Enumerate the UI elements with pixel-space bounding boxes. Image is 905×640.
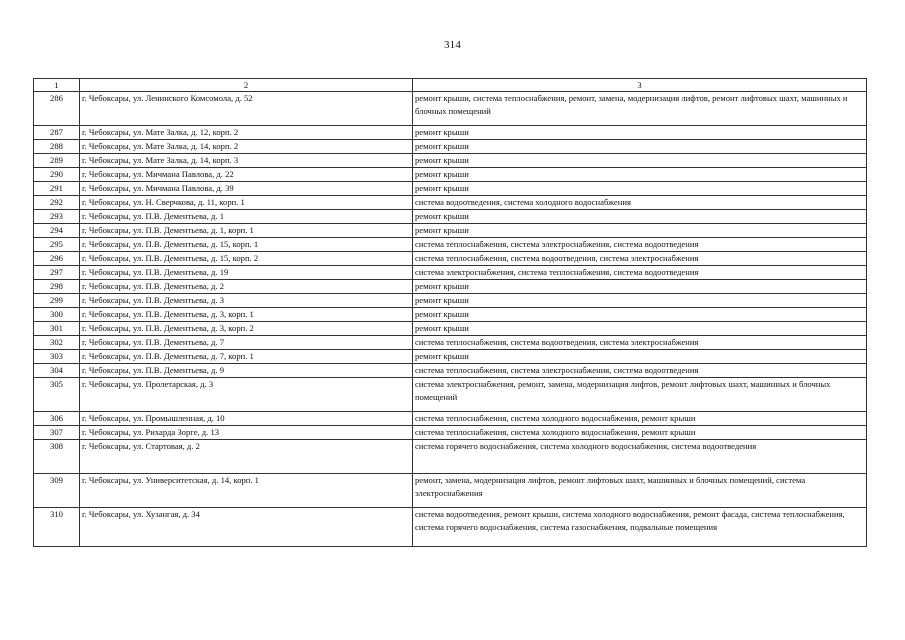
row-number: 303 bbox=[34, 350, 80, 364]
row-address: г. Чебоксары, ул. П.В. Дементьева, д. 7, корп. 1 bbox=[80, 350, 413, 364]
row-number: 297 bbox=[34, 266, 80, 280]
table-row bbox=[34, 294, 867, 308]
row-address: г. Чебоксары, ул. Промышленная, д. 10 bbox=[80, 412, 413, 426]
row-works: ремонт крыши bbox=[413, 294, 867, 308]
row-works: система теплоснабжения, система водоотведения, система электроснабжения bbox=[413, 336, 867, 350]
row-address: г. Чебоксары, ул. Мате Залка, д. 14, корп. 3 bbox=[80, 154, 413, 168]
row-works: система теплоснабжения, система электроснабжения, система водоотведения bbox=[413, 364, 867, 378]
row-address: г. Чебоксары, ул. Хузангая, д. 34 bbox=[80, 508, 413, 547]
row-number: 294 bbox=[34, 224, 80, 238]
row-number: 308 bbox=[34, 440, 80, 474]
table-row bbox=[34, 196, 867, 210]
table-row bbox=[34, 280, 867, 294]
table-body bbox=[34, 92, 867, 547]
row-number: 299 bbox=[34, 294, 80, 308]
column-header-works: 3 bbox=[413, 79, 867, 92]
table-header-row bbox=[34, 79, 867, 92]
row-works: система электроснабжения, система теплоснабжения, система водоотведения bbox=[413, 266, 867, 280]
table-row bbox=[34, 210, 867, 224]
row-address: г. Чебоксары, ул. Мате Залка, д. 14, корп. 2 bbox=[80, 140, 413, 154]
table-row bbox=[34, 92, 867, 126]
row-address: г. Чебоксары, ул. Стартовая, д. 2 bbox=[80, 440, 413, 474]
row-works: ремонт крыши bbox=[413, 210, 867, 224]
row-works: ремонт крыши bbox=[413, 182, 867, 196]
row-number: 291 bbox=[34, 182, 80, 196]
row-address: г. Чебоксары, ул. Рихарда Зорге, д. 13 bbox=[80, 426, 413, 440]
row-number: 307 bbox=[34, 426, 80, 440]
table-row bbox=[34, 224, 867, 238]
row-number: 305 bbox=[34, 378, 80, 412]
table-row bbox=[34, 350, 867, 364]
table-row bbox=[34, 474, 867, 508]
row-address: г. Чебоксары, ул. Пролетарская, д. 3 bbox=[80, 378, 413, 412]
row-works: система теплоснабжения, система холодного водоснабжения, ремонт крыши bbox=[413, 426, 867, 440]
table-row bbox=[34, 508, 867, 547]
row-address: г. Чебоксары, ул. П.В. Дементьева, д. 3 bbox=[80, 294, 413, 308]
row-number: 287 bbox=[34, 126, 80, 140]
row-number: 293 bbox=[34, 210, 80, 224]
row-address: г. Чебоксары, ул. П.В. Дементьева, д. 2 bbox=[80, 280, 413, 294]
table-row bbox=[34, 266, 867, 280]
table-row bbox=[34, 252, 867, 266]
row-address: г. Чебоксары, ул. Мичмана Павлова, д. 39 bbox=[80, 182, 413, 196]
table-row bbox=[34, 378, 867, 412]
row-address: г. Чебоксары, ул. Мате Залка, д. 12, корп. 2 bbox=[80, 126, 413, 140]
row-number: 290 bbox=[34, 168, 80, 182]
row-number: 292 bbox=[34, 196, 80, 210]
table-row bbox=[34, 154, 867, 168]
table-row bbox=[34, 126, 867, 140]
row-number: 295 bbox=[34, 238, 80, 252]
page-number: 314 bbox=[443, 39, 462, 51]
table-row bbox=[34, 182, 867, 196]
row-address: г. Чебоксары, ул. П.В. Дементьева, д. 15, корп. 2 bbox=[80, 252, 413, 266]
row-works: система водоотведения, система холодного водоснабжения bbox=[413, 196, 867, 210]
row-works: система теплоснабжения, система холодного водоснабжения, ремонт крыши bbox=[413, 412, 867, 426]
row-address: г. Чебоксары, ул. П.В. Дементьева, д. 1 bbox=[80, 210, 413, 224]
table-row bbox=[34, 336, 867, 350]
table-row bbox=[34, 426, 867, 440]
table-row bbox=[34, 308, 867, 322]
row-works: ремонт крыши, система теплоснабжения, ремонт, замена, модернизация лифтов, ремонт лифтовых шахт, машинных и блочных помещений bbox=[413, 92, 867, 126]
row-number: 302 bbox=[34, 336, 80, 350]
row-number: 289 bbox=[34, 154, 80, 168]
table-row bbox=[34, 412, 867, 426]
row-number: 286 bbox=[34, 92, 80, 126]
row-address: г. Чебоксары, ул. Университетская, д. 14, корп. 1 bbox=[80, 474, 413, 508]
column-header-number: 1 bbox=[34, 79, 80, 92]
row-works: ремонт крыши bbox=[413, 280, 867, 294]
row-number: 298 bbox=[34, 280, 80, 294]
row-number: 304 bbox=[34, 364, 80, 378]
row-works: ремонт крыши bbox=[413, 168, 867, 182]
row-address: г. Чебоксары, ул. П.В. Дементьева, д. 3, корп. 1 bbox=[80, 308, 413, 322]
row-works: система электроснабжения, ремонт, замена, модернизация лифтов, ремонт лифтовых шахт, машинных и блочных помещений bbox=[413, 378, 867, 412]
row-address: г. Чебоксары, ул. П.В. Дементьева, д. 9 bbox=[80, 364, 413, 378]
row-works: ремонт крыши bbox=[413, 126, 867, 140]
row-works: ремонт крыши bbox=[413, 224, 867, 238]
table-row bbox=[34, 140, 867, 154]
row-address: г. Чебоксары, ул. Мичмана Павлова, д. 22 bbox=[80, 168, 413, 182]
row-works: ремонт крыши bbox=[413, 154, 867, 168]
row-number: 309 bbox=[34, 474, 80, 508]
row-address: г. Чебоксары, ул. П.В. Дементьева, д. 3, корп. 2 bbox=[80, 322, 413, 336]
row-works: ремонт крыши bbox=[413, 350, 867, 364]
table-row bbox=[34, 364, 867, 378]
row-address: г. Чебоксары, ул. Ленинского Комсомола, д. 52 bbox=[80, 92, 413, 126]
row-works: система водоотведения, ремонт крыши, система холодного водоснабжения, ремонт фасада, система теплоснабжения, система горячего водоснабжения, система газоснабжения, подвальные помещения bbox=[413, 508, 867, 547]
row-works: система горячего водоснабжения, система холодного водоснабжения, система водоотведения bbox=[413, 440, 867, 474]
row-works: ремонт крыши bbox=[413, 308, 867, 322]
row-number: 300 bbox=[34, 308, 80, 322]
row-address: г. Чебоксары, ул. Н. Сверчкова, д. 11, корп. 1 bbox=[80, 196, 413, 210]
row-address: г. Чебоксары, ул. П.В. Дементьева, д. 1, корп. 1 bbox=[80, 224, 413, 238]
row-address: г. Чебоксары, ул. П.В. Дементьева, д. 19 bbox=[80, 266, 413, 280]
row-number: 288 bbox=[34, 140, 80, 154]
row-number: 306 bbox=[34, 412, 80, 426]
housing-repair-table bbox=[33, 78, 867, 547]
row-works: ремонт, замена, модернизация лифтов, ремонт лифтовых шахт, машинных и блочных помещений, система электроснабжения bbox=[413, 474, 867, 508]
table-row bbox=[34, 322, 867, 336]
row-address: г. Чебоксары, ул. П.В. Дементьева, д. 7 bbox=[80, 336, 413, 350]
row-number: 310 bbox=[34, 508, 80, 547]
row-works: ремонт крыши bbox=[413, 140, 867, 154]
column-header-address: 2 bbox=[80, 79, 413, 92]
row-address: г. Чебоксары, ул. П.В. Дементьева, д. 15, корп. 1 bbox=[80, 238, 413, 252]
table-row bbox=[34, 440, 867, 474]
row-number: 301 bbox=[34, 322, 80, 336]
row-works: система теплоснабжения, система электроснабжения, система водоотведения bbox=[413, 238, 867, 252]
row-works: ремонт крыши bbox=[413, 322, 867, 336]
row-works: система теплоснабжения, система водоотведения, система электроснабжения bbox=[413, 252, 867, 266]
table-row bbox=[34, 168, 867, 182]
table-row bbox=[34, 238, 867, 252]
row-number: 296 bbox=[34, 252, 80, 266]
